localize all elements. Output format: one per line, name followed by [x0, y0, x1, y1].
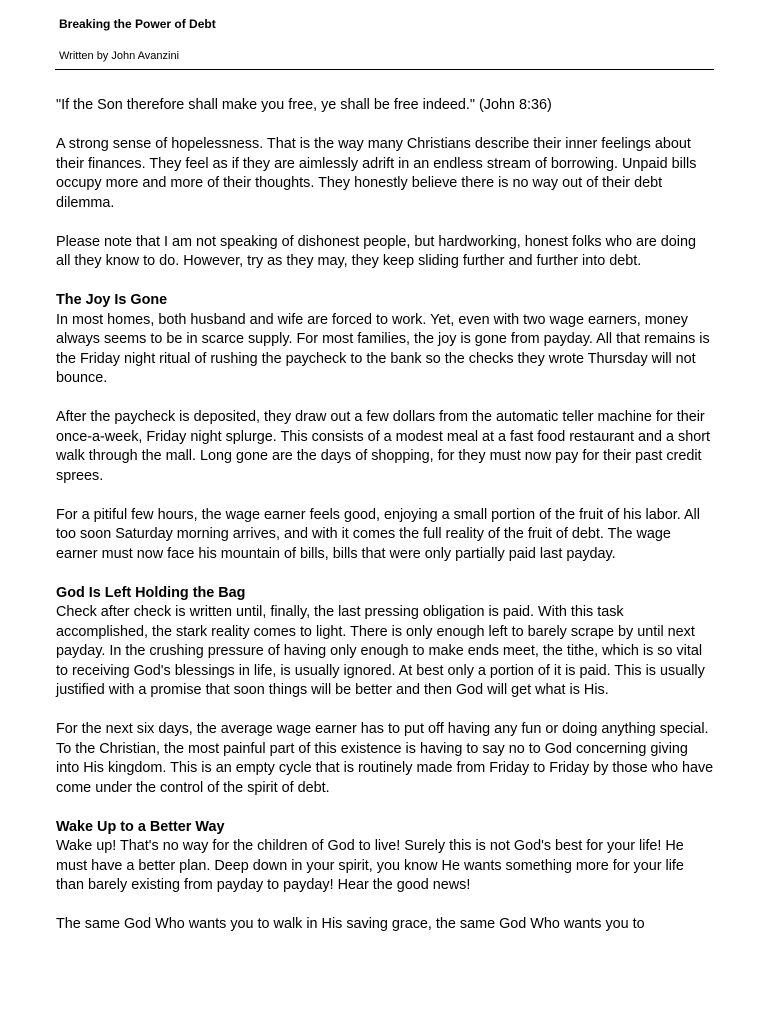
section-heading: God Is Left Holding the Bag	[56, 584, 246, 601]
section-heading: Wake Up to a Better Way	[56, 818, 225, 835]
section	[56, 584, 714, 701]
section	[56, 291, 714, 389]
paragraph: A strong sense of hopelessness. That is the way many Christians describe their inner feelings about their finances. They feel as if they are aimlessly adrift in an endless stream of borrowing. Unpaid bills occupy more and more of their thoughts. They honestly believe there is no way out of their debt dilemma.	[56, 136, 697, 211]
header-divider	[55, 69, 714, 70]
document-author: Written by John Avanzini	[59, 50, 180, 62]
paragraph: For the next six days, the average wage earner has to put off having any fun or doing anything special. To the Christian, the most painful part of this existence is having to say no to God concerning giving into His kingdom. This is an empty cycle that is routinely made from Friday to Friday by those who have come under the control of the spirit of debt.	[56, 721, 714, 796]
paragraph: The same God Who wants you to walk in His saving grace, the same God Who wants you to	[56, 916, 645, 932]
paragraph: Check after check is written until, finally, the last pressing obligation is paid. With this task accomplished, the stark reality comes to light. There is only enough left to barely scrape by until next payday. In the crushing pressure of having only enough to make ends meet, the tithe, which is so vital to receiving God's blessings in life, is usually ignored. At best only a portion of it is paid. This is usually justified with a promise that soon things will be better and then God will get what is His.	[56, 604, 705, 698]
epigraph: "If the Son therefore shall make you free, ye shall be free indeed." (John 8:36)	[56, 97, 552, 113]
section	[56, 818, 714, 896]
paragraph: After the paycheck is deposited, they draw out a few dollars from the automatic teller machine for their once-a-week, Friday night splurge. This consists of a modest meal at a fast food restaurant and a short walk through the mall. Long gone are the days of shopping, for they must now pay for their past credit sprees.	[56, 409, 711, 484]
paragraph: In most homes, both husband and wife are forced to work. Yet, even with two wage earners, money always seems to be in scarce supply. For most families, the joy is gone from payday. All that remains is the Friday night ritual of rushing the paycheck to the bank so the checks they wrote Thursday will not bounce.	[56, 311, 710, 386]
paragraph: Please note that I am not speaking of dishonest people, but hardworking, honest folks who are doing all they know to do. However, try as they may, they keep sliding further and further into debt.	[56, 233, 696, 269]
document-title: Breaking the Power of Debt	[59, 17, 216, 31]
section-heading: The Joy Is Gone	[56, 292, 168, 308]
article-body	[56, 96, 714, 954]
paragraph: Wake up! That's no way for the children of God to live! Surely this is not God's best for your life! He must have a better plan. Deep down in your spirit, you know He wants something more for your life than barely existing from payday to payday! Hear the good news!	[56, 838, 684, 893]
paragraph: For a pitiful few hours, the wage earner feels good, enjoying a small portion of the fruit of his labor. All too soon Saturday morning arrives, and with it comes the full reality of the fruit of debt. The wage earner must now face his mountain of bills, bills that were only partially paid last payday.	[56, 506, 700, 562]
